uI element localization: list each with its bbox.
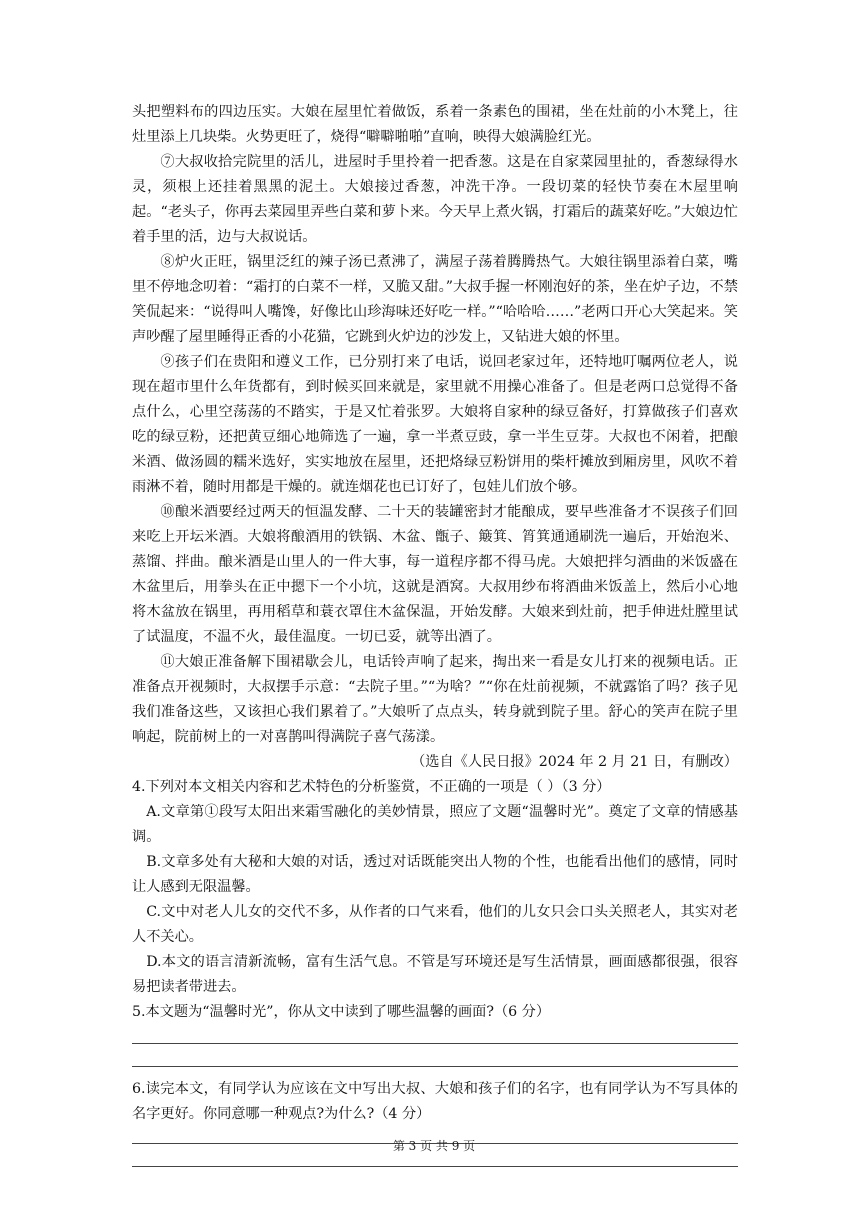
question-4-option-a: A.文章第①段写太阳出来霜雪融化的美妙情景，照应了文题“温馨时光”。奠定了文章的情感基调。 — [132, 804, 738, 845]
paragraph-11: ⑪大娘正准备解下围裙歇会儿，电话铃声响了起来，掏出来一看是女儿打来的视频电话。正准备点开视频时，大叔摆手示意：“去院子里。”“为啥？”“你在灶前视频，不就露馅了吗？孩子见我们准备这些，又该担心我们累着了。”大娘听了点点头，转身就到院子里。舒心的笑声在院子里响起，院前树上的一对喜鹊叫得满院子喜气荡漾。 — [132, 654, 738, 745]
paragraph-10: ⑩酿米酒要经过两天的恒温发酵、二十天的装罐密封才能酿成，要早些准备才不误孩子们回来吃上开坛米酒。大娘将酿酒用的铁锅、木盆、甑子、簸箕、筲箕通通刷洗一遍后，开始泡米、蒸馏、拌曲。酿米酒是山里人的一件大事，每一道程序都不得马虎。大娘把拌匀酒曲的米饭盛在木盆里后，用拳头在正中摁下一个小坑，这就是酒窝。大叔用纱布将酒曲米饭盖上，然后小心地将木盆放在锅里，再用稻草和蓑衣罩住木盆保温，开始发酵。大娘来到灶前，把手伸进灶膛里试了试温度，不温不火，最佳温度。一切已妥，就等出酒了。 — [132, 504, 738, 645]
question-6-stem: 6.读完本文，有同学认为应该在文中写出大叔、大娘和孩子们的名字，也有同学认为不写具体的名字更好。你同意哪一种观点?为什么?（4 分） — [132, 1081, 738, 1122]
answer-line-q6-2[interactable] — [132, 1166, 738, 1167]
paragraph-6-continued: 头把塑料布的四边压实。大娘在屋里忙着做饭，系着一条素色的围裙，坐在灶前的小木凳上，往灶里添上几块柴。火势更旺了，烧得“噼噼啪啪”直响，映得大娘满脸红光。 — [132, 104, 738, 145]
document-content — [132, 100, 738, 1167]
question-4-option-b: B.文章多处有大秘和大娘的对话，透过对话既能突出人物的个性，也能看出他们的感情，同时让人感到无限温馨。 — [132, 854, 738, 895]
question-4-stem: 4.下列对本文相关内容和艺术特色的分析鉴赏，不正确的一项是（ ）（3 分） — [132, 779, 611, 795]
paragraph-8: ⑧炉火正旺，锅里泛红的辣子汤已煮沸了，满屋子荡着腾腾热气。大娘往锅里添着白菜，嘴里不停地念叨着：“霜打的白菜不一样，又脆又甜。”大叔手握一杯刚泡好的茶，坐在炉子边，不禁笑侃起来：“说得叫人嘴馋，好像比山珍海味还好吃一样。”“哈哈哈……”老两口开心大笑起来。笑声吵醒了屋里睡得正香的小花猫，它跳到火炉边的沙发上，又钻进大娘的怀里。 — [132, 254, 738, 345]
paragraph-7: ⑦大叔收拾完院里的活儿，进屋时手里拎着一把香葱。这是在自家菜园里扯的，香葱绿得水灵，须根上还挂着黑黑的泥土。大娘接过香葱，冲洗干净。一段切菜的轻快节奏在木屋里响起。“老头子，你再去菜园里弄些白菜和萝卜来。今天早上煮火锅，打霜后的蔬菜好吃。”大娘边忙着手里的活，边与大叔说话。 — [132, 154, 738, 245]
source-citation: （选自《人民日报》2024 年 2 月 21 日，有删改） — [411, 754, 738, 770]
question-5-stem: 5.本文题为“温馨时光”，你从文中读到了哪些温馨的画面?（6 分） — [132, 1004, 551, 1020]
question-4-option-c: C.文中对老人儿女的交代不多，从作者的口气来看，他们的儿女只会口头关照老人，其实对老人不关心。 — [132, 904, 738, 945]
paragraph-9: ⑨孩子们在贵阳和遵义工作，已分别打来了电话，说回老家过年，还特地叮嘱两位老人，说现在超市里什么年货都有，到时候买回来就是，家里就不用操心准备了。但是老两口总觉得不备点什么，心里空荡荡的不踏实，于是又忙着张罗。大娘将自家种的绿豆备好，打算做孩子们喜欢吃的绿豆粉，还把黄豆细心地筛选了一遍，拿一半煮豆豉，拿一半生豆芽。大叔也不闲着，把酿米酒、做汤圆的糯米选好，实实地放在屋里，还把烙绿豆粉饼用的柴杆摊放到厢房里，风吹不着雨淋不着，随时用都是干燥的。就连烟花也已订好了，包娃儿们放个够。 — [132, 354, 738, 495]
question-4-option-d: D.本文的语言清新流畅，富有生活气息。不管是写环境还是写生活情景，画面感都很强，很容易把读者带进去。 — [132, 954, 738, 995]
page-footer: 第 3 页 共 9 页 — [392, 1139, 476, 1153]
